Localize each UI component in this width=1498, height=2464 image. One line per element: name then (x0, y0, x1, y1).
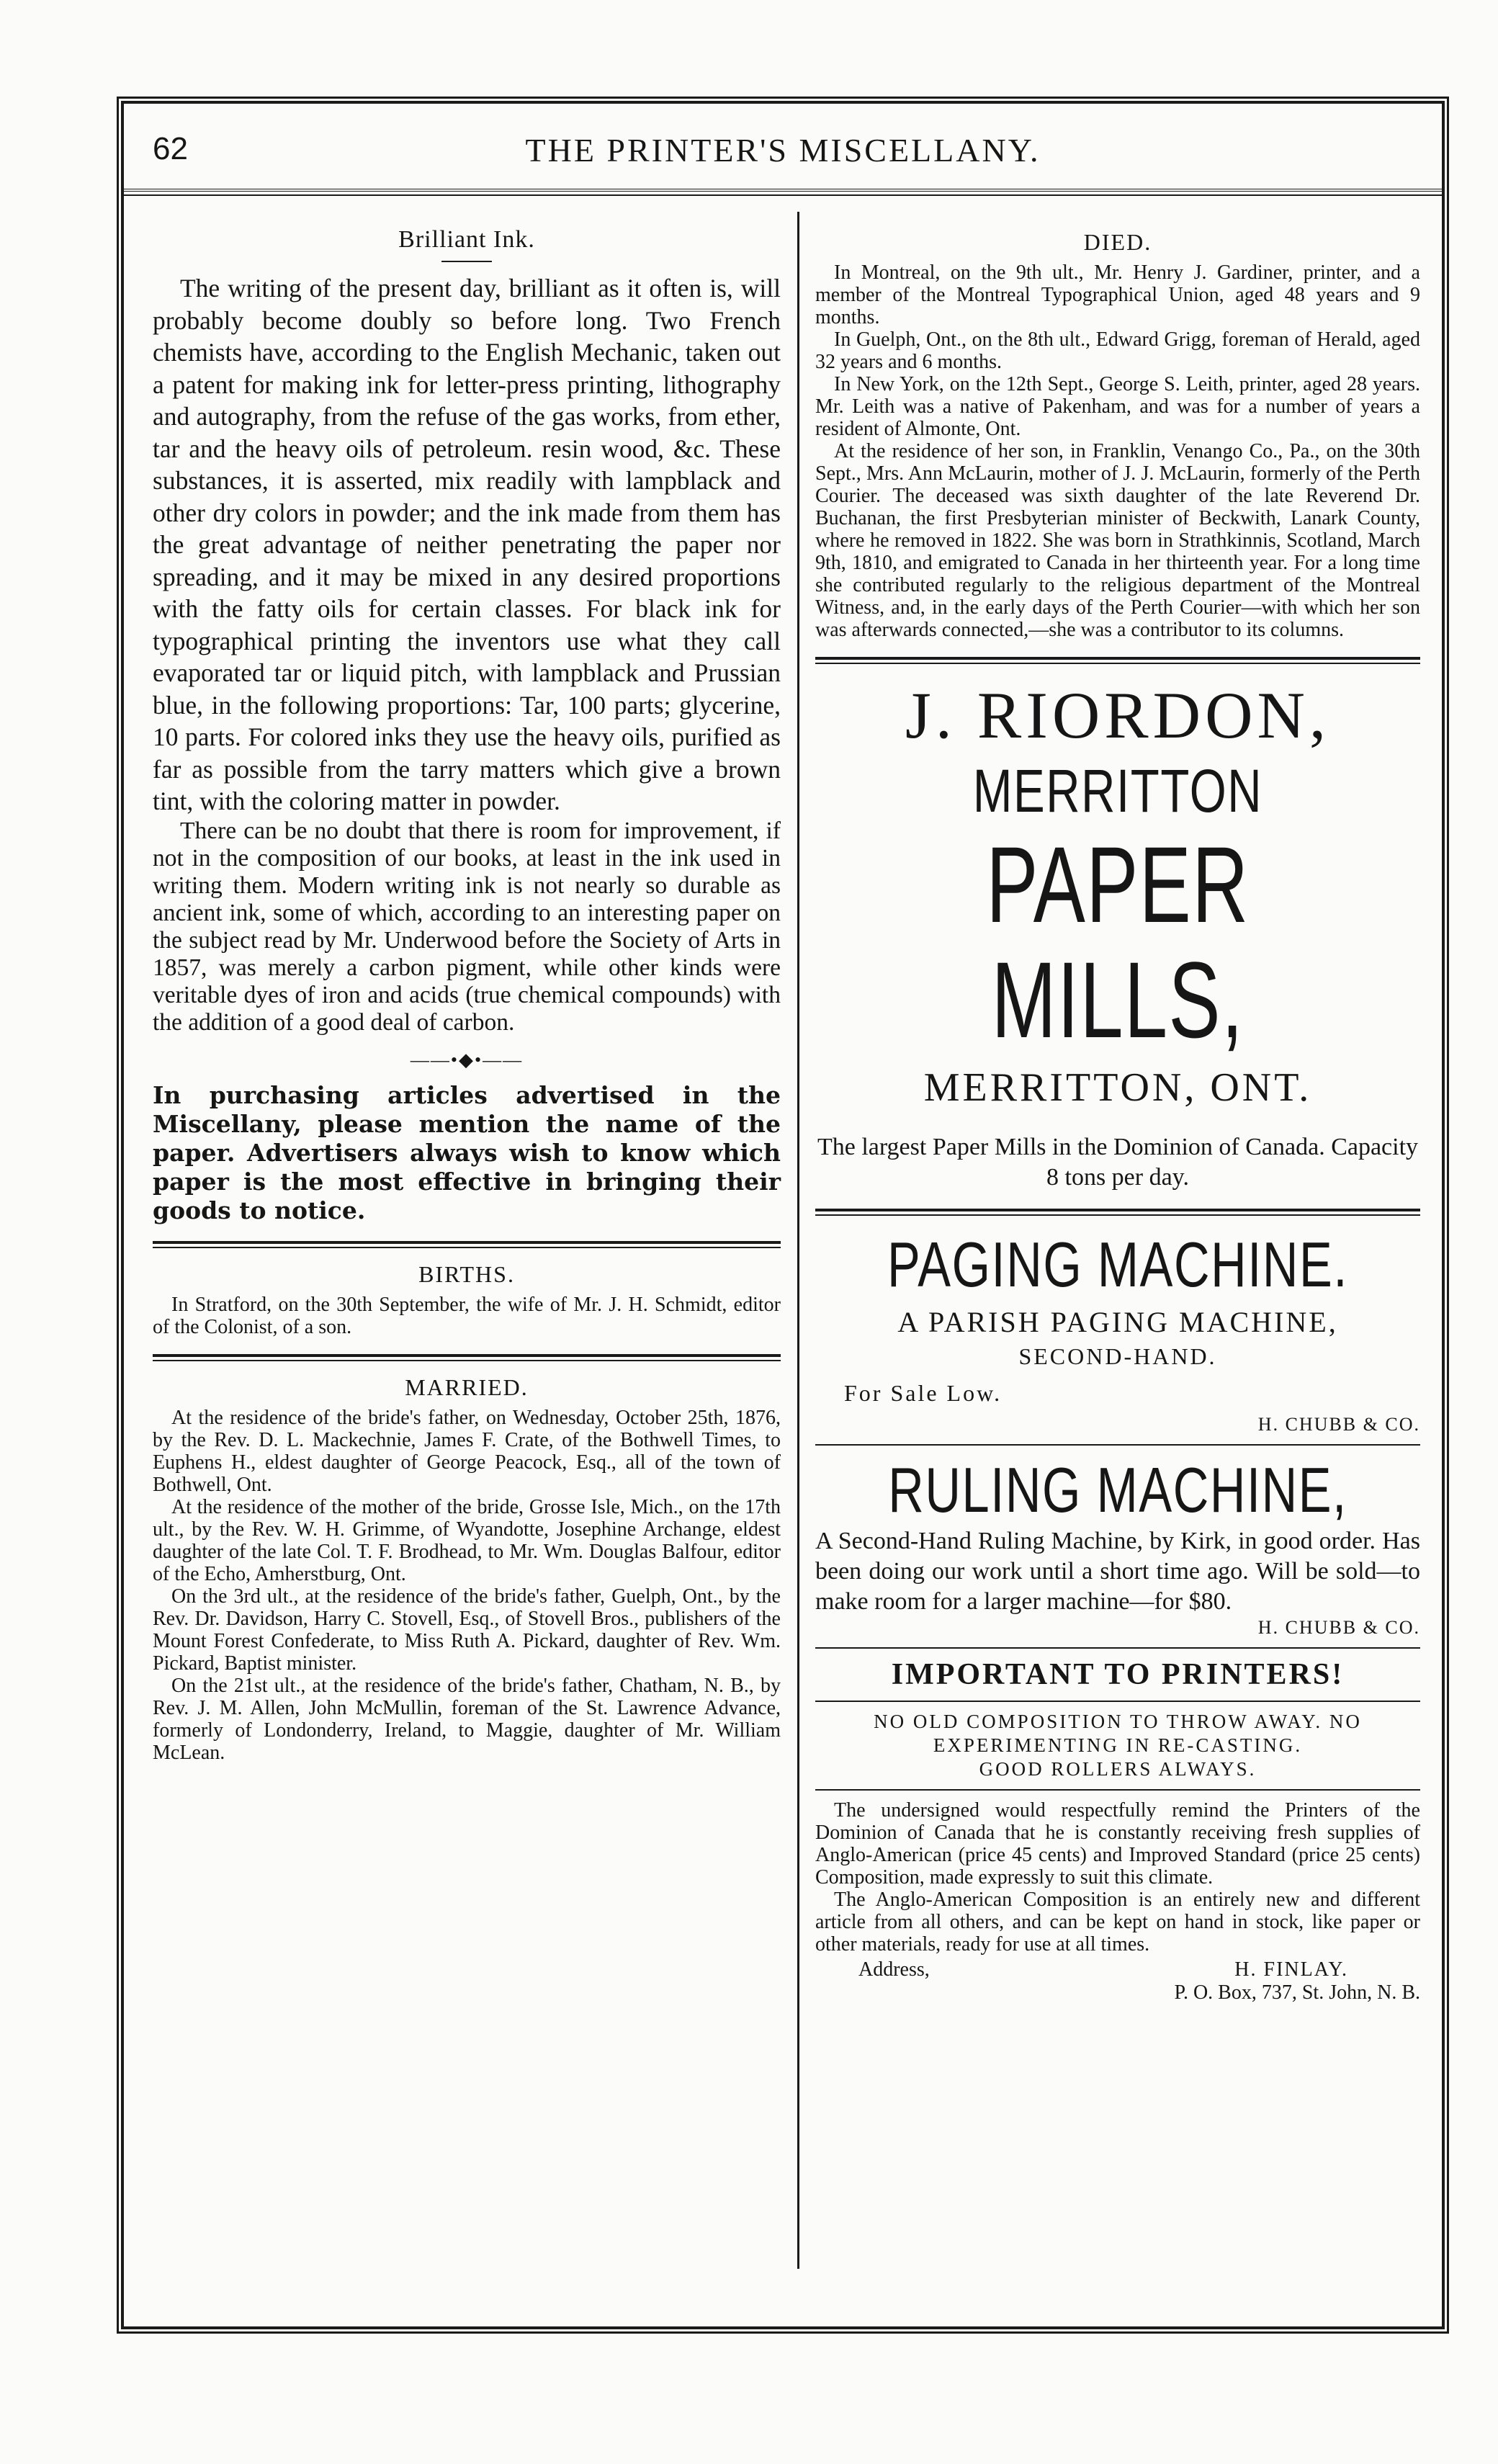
important-heading: IMPORTANT TO PRINTERS! (891, 1658, 1345, 1691)
brilliant-ink-heading: Brilliant Ink. (398, 226, 535, 253)
important-address: P. O. Box, 737, St. John, N. B. (1174, 1981, 1420, 2004)
brilliant-ink-paragraph: The writing of the present day, brilliant as it often is, will probably become doubly so before long. Two French chemists have, according to the English Mechanic, taken out a patent for making ink for letter-press printing, lithography and autography, from the refuse of the gas works, from ether, tar and the heavy oils of petroleum. resin wood, &c. These substances, it is asserted, mix readily with lampblack and other dry colors in powder; and the ink made from them has the great advantage of neither penetrating the paper nor spreading, and it may be mixed in any desired proportions with the fatty oils for certain classes. For black ink for typographical printing the inventors use what they call evaporated tar or liquid pitch, with lampblack and Prussian blue, in the following proportions: Tar, 100 parts; glycerine, 10 parts. For colored inks they use the heavy oils, purified as far as possible from the tarry matters which give a brown tint, with the coloring matter in powder. (153, 274, 781, 815)
married-entry: At the residence of the mother of the bride, Grosse Isle, Mich., on the 17th ult., by the Rev. W. H. Grimme, of Wyandotte, Josephine Archange, eldest daughter of the late Col. T. F. Brodhead, to Mr. Wm. Douglas Balfour, editor of the Echo, Amherstburg, Ont. (153, 1495, 781, 1585)
died-entry: At the residence of her son, in Franklin, Venango Co., Pa., on the 30th Sept., Mrs. Ann McLaurin, mother of J. J. McLaurin, formerly of the Perth Courier. The deceased was sixth daughter of the late Reverend Dr. Buchanan, the first Presbyterian minister of Beckwith, Lanark County, where he removed in 1822. She was born in Strathkinnis, Scotland, March 9th, 1810, and emigrated to Canada in her thirteenth year. For a long time she contributed regularly to the religious department of the Montreal Witness, and, in the early days of the Perth Courier—with which her son was afterwards connected,—she was a contributor to its columns. (815, 440, 1420, 641)
brilliant-ink-paragraph-2: There can be no doubt that there is room for improvement, if not in the composition of our books, at least in the ink used in writing them. Modern writing ink is not nearly so durable as ancient ink, some of which, according to an interesting paper on the subject read by Mr. Underwood before the Society of Arts in 1857, was merely a carbon pigment, while other kinds were veritable dyes of iron and acids (true chemical compounds) with the addition of a good deal of carbon. (153, 817, 781, 1036)
section-rule (815, 1789, 1420, 1791)
paging-line-2: SECOND-HAND. (1018, 1343, 1217, 1369)
important-name: H. FINLAY. (1234, 1958, 1348, 1981)
ruling-heading: RULING MACHINE, (888, 1454, 1347, 1526)
ruling-seller: H. CHUBB & CO. (1257, 1617, 1420, 1638)
births-heading: BIRTHS. (418, 1260, 515, 1287)
riordon-advertisement (815, 677, 1420, 1193)
died-entry: In Montreal, on the 9th ult., Mr. Henry J. Gardiner, printer, and a member of the Montreal Typographical Union, aged 48 years and 9 months. (815, 261, 1420, 328)
important-line-1: NO OLD COMPOSITION TO THROW AWAY. NO (874, 1711, 1362, 1732)
important-line-3: GOOD ROLLERS ALWAYS. (979, 1758, 1257, 1780)
section-rule (153, 1354, 781, 1361)
riordon-product: PAPER MILLS, (986, 824, 1250, 1060)
births-text: In Stratford, on the 30th September, the wife of Mr. J. H. Schmidt, editor of the Colonist, of a son. (153, 1293, 781, 1338)
section-rule (815, 657, 1420, 664)
section-rule (815, 1701, 1420, 1702)
ruling-text: A Second-Hand Ruling Machine, by Kirk, in good order. Has been doing our work until a short time ago. Will be sold—to make room for a larger machine—for $80. (815, 1528, 1420, 1615)
married-entry: At the residence of the bride's father, on Wednesday, October 25th, 1876, by the Rev. D. L. Mackechnie, James F. Crate, of the Bothwell Times, to Euphens H., eldest daughter of George Peacock, Esq., all of the town of Bothwell, Ont. (153, 1406, 781, 1496)
page-number: 62 (153, 131, 188, 166)
section-rule (815, 1444, 1420, 1446)
riordon-text: The largest Paper Mills in the Dominion of Canada. Capacity 8 tons per day. (817, 1134, 1419, 1191)
right-column (815, 226, 1420, 2004)
ornament-divider: ——•◆•—— (410, 1049, 524, 1070)
page-title: THE PRINTER'S MISCELLANY. (525, 132, 1041, 169)
married-entry: On the 3rd ult., at the residence of the bride's father, Guelph, Ont., by the Rev. Dr. Davidson, Harry C. Stovell, Esq., of Stovell Bros., publishers of the Mount Forest Confederate, to Miss Ruth A. Pickard, daughter of Rev. Wm. Pickard, Baptist minister. (153, 1585, 781, 1675)
important-address-label: Address, (858, 1958, 930, 1981)
paging-machine-advertisement (815, 1229, 1420, 1435)
heading-rule (441, 261, 492, 262)
paging-line-1: A PARISH PAGING MACHINE, (897, 1306, 1338, 1338)
left-column (153, 226, 781, 1764)
important-advertisement (815, 1657, 1420, 2004)
paging-seller: H. CHUBB & CO. (1257, 1414, 1420, 1435)
important-line-2: EXPERIMENTING IN RE-CASTING. (933, 1734, 1303, 1756)
married-heading: MARRIED. (405, 1374, 529, 1400)
page-frame (121, 101, 1445, 2329)
important-text-1: The undersigned would respectfully remind the Printers of the Dominion of Canada that he is constantly receiving fresh supplies of Anglo-American (price 45 cents) and Improved Standard (price 25 cents) Composition, made expressly to suit this climate. (815, 1799, 1420, 1889)
died-heading: DIED. (1083, 229, 1152, 255)
header-rule (124, 189, 1442, 196)
paging-line-3: For Sale Low. (844, 1380, 1003, 1406)
riordon-name: J. RIORDON, (905, 678, 1330, 752)
paging-heading: PAGING MACHINE. (887, 1229, 1348, 1300)
ruling-machine-advertisement (815, 1454, 1420, 1639)
section-rule (815, 1647, 1420, 1649)
married-entry: On the 21st ult., at the residence of the bride's father, Chatham, N. B., by Rev. J. M. Allen, John McMullin, foreman of the St. Lawrence Advance, formerly of Londonderry, Ireland, to Maggie, daughter of Mr. William McLean. (153, 1674, 781, 1764)
column-divider (797, 212, 799, 2269)
advertiser-notice: In purchasing articles advertised in the Miscellany, please mention the name of the paper. Advertisers always wish to know which paper is the most effective in bringing their goods to notice. (153, 1080, 781, 1224)
died-entry: In Guelph, Ont., on the 8th ult., Edward Grigg, foreman of Herald, aged 32 years and 6 months. (815, 328, 1420, 373)
died-entry: In New York, on the 12th Sept., George S. Leith, printer, aged 28 years. Mr. Leith was a native of Pakenham, and was for a number of years a resident of Almonte, Ont. (815, 373, 1420, 440)
riordon-place: MERRITTON (972, 757, 1263, 825)
riordon-location: MERRITTON, ONT. (923, 1065, 1312, 1110)
section-rule (153, 1241, 781, 1248)
important-text-2: The Anglo-American Composition is an entirely new and different article from all others, and can be kept on hand in stock, like paper or other materials, ready for use at all times. (815, 1889, 1420, 1955)
section-rule (815, 1209, 1420, 1216)
page-header (138, 131, 1427, 174)
